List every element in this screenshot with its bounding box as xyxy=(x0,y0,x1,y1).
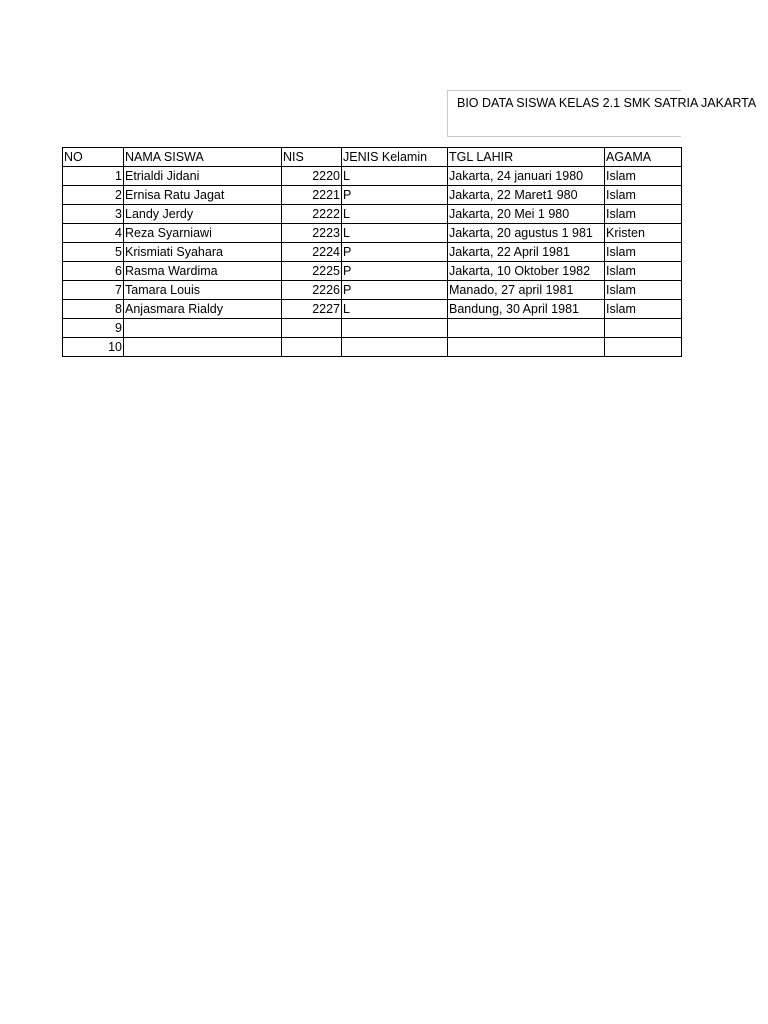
cell-no: 10 xyxy=(63,338,124,357)
cell-no: 6 xyxy=(63,262,124,281)
table-row xyxy=(63,167,682,186)
cell-jenis-kelamin xyxy=(342,338,448,357)
cell-agama: Kristen xyxy=(605,224,682,243)
cell-tgl-lahir: Jakarta, 22 Maret1 980 xyxy=(448,186,605,205)
header-row xyxy=(63,148,682,167)
header-tgl-lahir: TGL LAHIR xyxy=(448,148,605,167)
table-row xyxy=(63,262,682,281)
header-no: NO xyxy=(63,148,124,167)
cell-tgl-lahir xyxy=(448,319,605,338)
cell-agama: Islam xyxy=(605,186,682,205)
cell-nis: 2225 xyxy=(282,262,342,281)
cell-nis: 2222 xyxy=(282,205,342,224)
cell-nama-siswa xyxy=(124,338,282,357)
header-nama-siswa: NAMA SISWA xyxy=(124,148,282,167)
table-row xyxy=(63,186,682,205)
cell-tgl-lahir: Jakarta, 22 April 1981 xyxy=(448,243,605,262)
cell-nama-siswa: Tamara Louis xyxy=(124,281,282,300)
table-row xyxy=(63,243,682,262)
cell-tgl-lahir: Jakarta, 10 Oktober 1982 xyxy=(448,262,605,281)
cell-jenis-kelamin: L xyxy=(342,300,448,319)
cell-jenis-kelamin: P xyxy=(342,186,448,205)
cell-jenis-kelamin: L xyxy=(342,224,448,243)
cell-no: 1 xyxy=(63,167,124,186)
cell-no: 3 xyxy=(63,205,124,224)
table-row xyxy=(63,281,682,300)
cell-nis xyxy=(282,319,342,338)
table-row xyxy=(63,224,682,243)
sheet-title: BIO DATA SISWA KELAS 2.1 SMK SATRIA JAKARTA xyxy=(457,96,757,110)
cell-jenis-kelamin: L xyxy=(342,205,448,224)
table-row xyxy=(63,319,682,338)
cell-tgl-lahir xyxy=(448,338,605,357)
cell-nama-siswa xyxy=(124,319,282,338)
header-agama: AGAMA xyxy=(605,148,682,167)
cell-nama-siswa: Ernisa Ratu Jagat xyxy=(124,186,282,205)
cell-jenis-kelamin: P xyxy=(342,281,448,300)
cell-agama: Islam xyxy=(605,300,682,319)
cell-tgl-lahir: Jakarta, 20 agustus 1 981 xyxy=(448,224,605,243)
cell-no: 4 xyxy=(63,224,124,243)
cell-jenis-kelamin xyxy=(342,319,448,338)
cell-no: 5 xyxy=(63,243,124,262)
cell-tgl-lahir: Bandung, 30 April 1981 xyxy=(448,300,605,319)
cell-agama: Islam xyxy=(605,262,682,281)
cell-tgl-lahir: Jakarta, 20 Mei 1 980 xyxy=(448,205,605,224)
cell-agama: Islam xyxy=(605,281,682,300)
cell-nama-siswa: Anjasmara Rialdy xyxy=(124,300,282,319)
cell-nama-siswa: Etrialdi Jidani xyxy=(124,167,282,186)
cell-nama-siswa: Reza Syarniawi xyxy=(124,224,282,243)
cell-nis xyxy=(282,338,342,357)
cell-agama: Islam xyxy=(605,205,682,224)
cell-agama xyxy=(605,338,682,357)
cell-nis: 2221 xyxy=(282,186,342,205)
cell-jenis-kelamin: P xyxy=(342,262,448,281)
cell-nis: 2224 xyxy=(282,243,342,262)
header-jenis-kelamin: JENIS Kelamin xyxy=(342,148,448,167)
header-nis: NIS xyxy=(282,148,342,167)
cell-tgl-lahir: Manado, 27 april 1981 xyxy=(448,281,605,300)
cell-no: 8 xyxy=(63,300,124,319)
student-table xyxy=(62,147,682,357)
table-row xyxy=(63,338,682,357)
cell-nama-siswa: Landy Jerdy xyxy=(124,205,282,224)
cell-jenis-kelamin: P xyxy=(342,243,448,262)
cell-no: 7 xyxy=(63,281,124,300)
cell-nis: 2223 xyxy=(282,224,342,243)
cell-nama-siswa: Krismiati Syahara xyxy=(124,243,282,262)
cell-nis: 2226 xyxy=(282,281,342,300)
cell-no: 9 xyxy=(63,319,124,338)
sheet-title-box xyxy=(447,90,757,137)
cell-agama: Islam xyxy=(605,243,682,262)
cell-tgl-lahir: Jakarta, 24 januari 1980 xyxy=(448,167,605,186)
table-row xyxy=(63,205,682,224)
cell-nis: 2220 xyxy=(282,167,342,186)
cell-nis: 2227 xyxy=(282,300,342,319)
cell-nama-siswa: Rasma Wardima xyxy=(124,262,282,281)
table-row xyxy=(63,300,682,319)
cell-agama: Islam xyxy=(605,167,682,186)
cell-no: 2 xyxy=(63,186,124,205)
cell-agama xyxy=(605,319,682,338)
cell-jenis-kelamin: L xyxy=(342,167,448,186)
